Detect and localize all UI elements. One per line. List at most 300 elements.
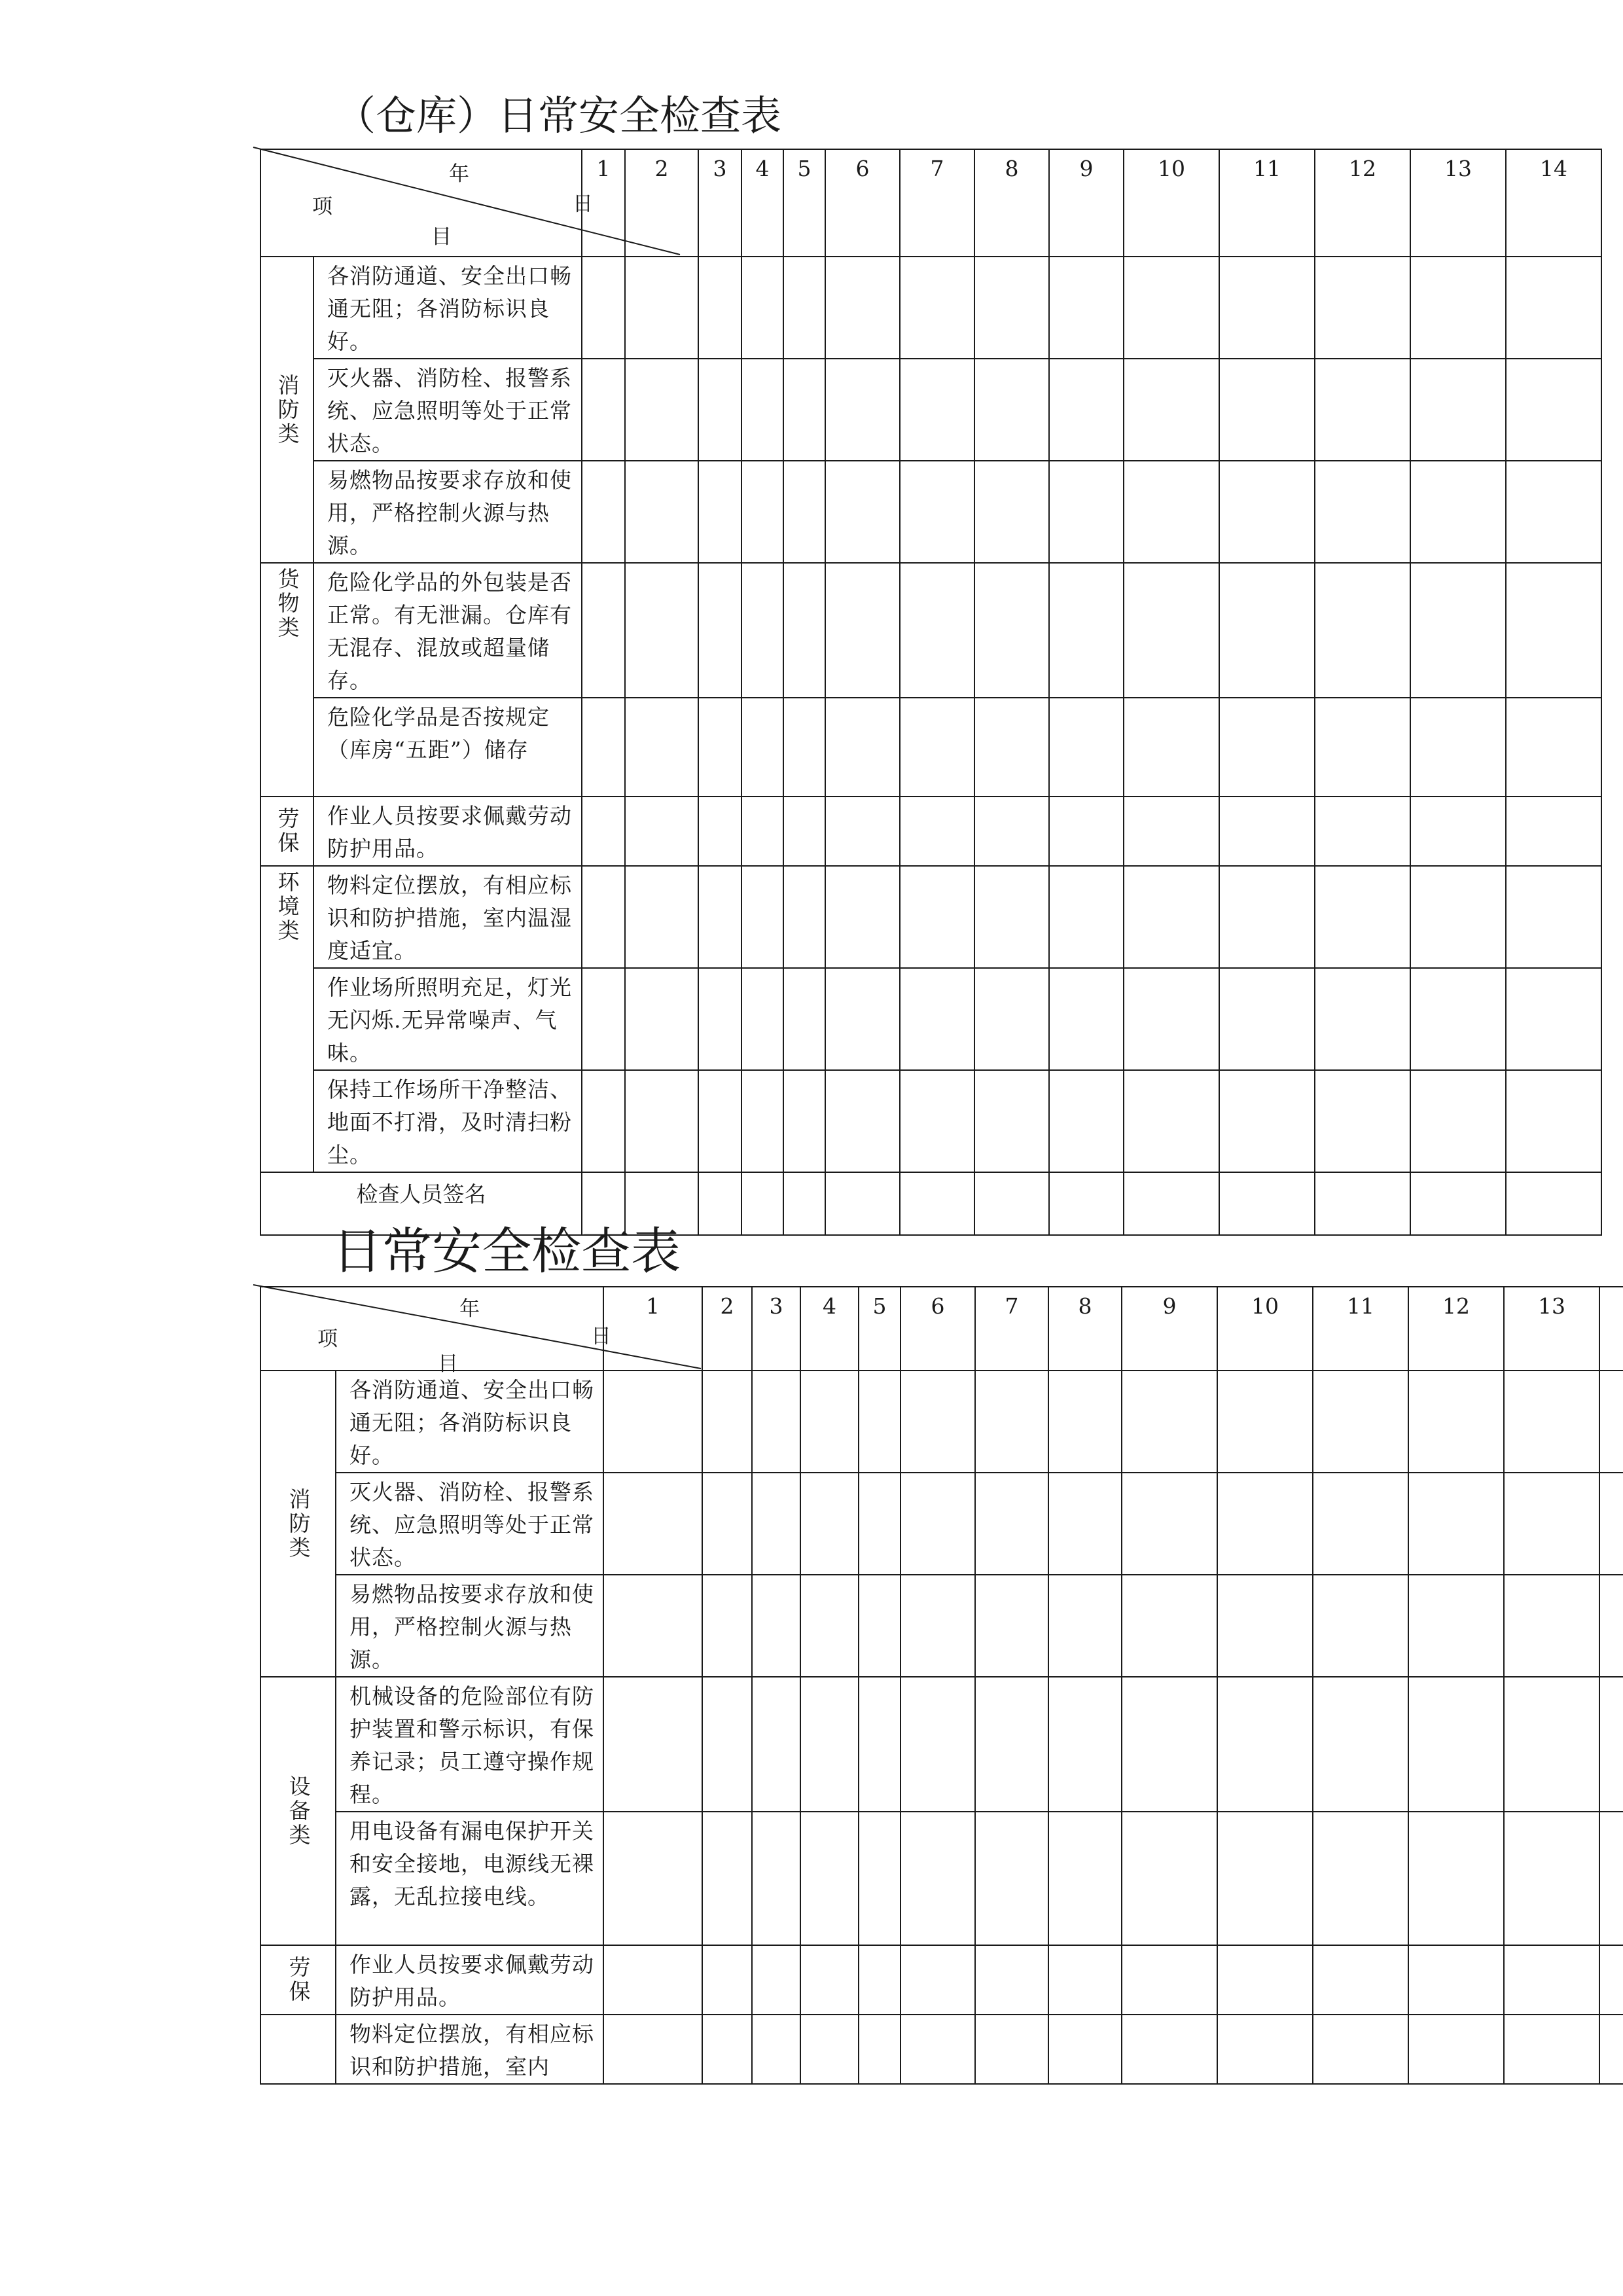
day-check-cell[interactable] [1049, 698, 1124, 797]
day-check-cell[interactable] [698, 797, 741, 866]
day-check-cell[interactable] [1408, 1575, 1504, 1677]
day-check-cell[interactable] [825, 698, 900, 797]
day-check-cell[interactable] [900, 1070, 974, 1172]
table-row [260, 1575, 1623, 1677]
header-label-day: 日 [573, 192, 593, 216]
day-check-cell[interactable] [1410, 866, 1506, 968]
day-check-cell[interactable] [1504, 1677, 1599, 1812]
day-check-cell[interactable] [1217, 2015, 1313, 2084]
day-check-cell[interactable] [1122, 1575, 1217, 1677]
day-check-cell[interactable] [975, 1473, 1048, 1575]
day-check-cell[interactable] [1049, 563, 1124, 698]
day-check-cell[interactable] [1410, 698, 1506, 797]
day-check-cell[interactable] [901, 1812, 975, 1945]
day-check-cell[interactable] [702, 2015, 752, 2084]
day-check-cell[interactable] [1408, 1812, 1504, 1945]
day-check-cell[interactable] [975, 1677, 1048, 1812]
check-item-text: 各消防通道、安全出口畅通无阻；各消防标识良好。 [313, 257, 582, 359]
day-check-cell[interactable] [1048, 1473, 1122, 1575]
day-check-cell[interactable] [1599, 1371, 1623, 1473]
day-column-header: 6 [901, 1287, 975, 1371]
day-check-cell[interactable] [1049, 797, 1124, 866]
day-check-cell[interactable] [783, 968, 825, 1070]
day-check-cell[interactable] [752, 1812, 800, 1945]
day-check-cell[interactable] [1122, 1677, 1217, 1812]
day-check-cell[interactable] [974, 866, 1049, 968]
day-column-header: 4 [800, 1287, 859, 1371]
day-check-cell[interactable] [800, 2015, 859, 2084]
day-check-cell[interactable] [1124, 968, 1219, 1070]
table-row [260, 2015, 1623, 2084]
day-check-cell[interactable] [1504, 2015, 1599, 2084]
day-check-cell[interactable] [859, 1812, 901, 1945]
day-check-cell[interactable] [1599, 1473, 1623, 1575]
day-check-cell[interactable] [1048, 1677, 1122, 1812]
day-check-cell[interactable] [1410, 359, 1506, 461]
header-label-item: 项 [312, 195, 332, 219]
day-check-cell[interactable] [1219, 563, 1315, 698]
day-check-cell[interactable] [901, 1371, 975, 1473]
day-check-cell[interactable] [783, 359, 825, 461]
day-check-cell[interactable] [741, 563, 783, 698]
day-check-cell[interactable] [752, 1677, 800, 1812]
day-check-cell[interactable] [1504, 1575, 1599, 1677]
day-column-header: 12 [1315, 149, 1410, 257]
day-column-header: 3 [752, 1287, 800, 1371]
signature-cell[interactable] [1506, 1172, 1601, 1235]
day-check-cell[interactable] [603, 1575, 702, 1677]
day-check-cell[interactable] [1410, 563, 1506, 698]
diagonal-header-cell [260, 1287, 611, 1376]
day-check-cell[interactable] [603, 1473, 702, 1575]
day-check-cell[interactable] [783, 698, 825, 797]
day-column-header: 11 [1219, 149, 1315, 257]
signature-cell[interactable] [1315, 1172, 1410, 1235]
day-check-cell[interactable] [1506, 257, 1601, 359]
day-check-cell[interactable] [625, 461, 698, 563]
day-check-cell[interactable] [582, 359, 625, 461]
table-row [260, 1371, 1623, 1473]
table-row [260, 698, 1601, 797]
day-check-cell[interactable] [975, 1575, 1048, 1677]
day-check-cell[interactable] [603, 1677, 702, 1812]
day-check-cell[interactable] [800, 1371, 859, 1473]
form2-title: 日常安全检查表 [332, 1222, 681, 1280]
day-check-cell[interactable] [800, 1677, 859, 1812]
day-check-cell[interactable] [974, 968, 1049, 1070]
day-column-header: 13 [1410, 149, 1506, 257]
day-check-cell[interactable] [901, 1945, 975, 2015]
day-check-cell[interactable] [1217, 1371, 1313, 1473]
day-check-cell[interactable] [1408, 2015, 1504, 2084]
check-item-text: 易燃物品按要求存放和使用，严格控制火源与热源。 [313, 461, 582, 563]
day-check-cell[interactable] [698, 359, 741, 461]
day-check-cell[interactable] [1122, 2015, 1217, 2084]
day-check-cell[interactable] [783, 1070, 825, 1172]
signature-cell[interactable] [900, 1172, 974, 1235]
diagonal-header-cell [260, 149, 593, 257]
day-check-cell[interactable] [625, 968, 698, 1070]
day-check-cell[interactable] [1315, 359, 1410, 461]
day-check-cell[interactable] [900, 359, 974, 461]
day-check-cell[interactable] [1048, 2015, 1122, 2084]
day-check-cell[interactable] [1122, 1371, 1217, 1473]
day-check-cell[interactable] [698, 257, 741, 359]
day-check-cell[interactable] [975, 1812, 1048, 1945]
day-check-cell[interactable] [900, 461, 974, 563]
table-row [260, 1677, 1623, 1812]
day-check-cell[interactable] [1408, 1677, 1504, 1812]
day-check-cell[interactable] [1313, 1812, 1408, 1945]
day-check-cell[interactable] [603, 2015, 702, 2084]
signature-cell[interactable] [1049, 1172, 1124, 1235]
day-check-cell[interactable] [741, 359, 783, 461]
day-check-cell[interactable] [1315, 461, 1410, 563]
day-check-cell[interactable] [975, 1371, 1048, 1473]
day-check-cell[interactable] [1048, 1575, 1122, 1677]
day-column-header: 10 [1124, 149, 1219, 257]
day-check-cell[interactable] [1124, 563, 1219, 698]
signature-cell[interactable] [741, 1172, 783, 1235]
day-check-cell[interactable] [741, 257, 783, 359]
category-label: 劳保 [285, 1956, 312, 2004]
day-column-header: 5 [783, 149, 825, 257]
day-column-header: 1 [582, 149, 625, 257]
day-check-cell[interactable] [859, 1575, 901, 1677]
day-check-cell[interactable] [752, 1575, 800, 1677]
signature-cell[interactable] [1124, 1172, 1219, 1235]
day-check-cell[interactable] [783, 866, 825, 968]
signature-cell[interactable] [1219, 1172, 1315, 1235]
category-label: 货物类 [274, 567, 300, 640]
day-check-cell[interactable] [1599, 1575, 1623, 1677]
day-check-cell[interactable] [752, 1945, 800, 2015]
day-check-cell[interactable] [1049, 968, 1124, 1070]
day-check-cell[interactable] [783, 461, 825, 563]
signature-cell[interactable] [974, 1172, 1049, 1235]
day-check-cell[interactable] [1124, 257, 1219, 359]
day-check-cell[interactable] [741, 797, 783, 866]
day-check-cell[interactable] [702, 1371, 752, 1473]
day-check-cell[interactable] [1506, 563, 1601, 698]
day-check-cell[interactable] [741, 461, 783, 563]
day-check-cell[interactable] [582, 1070, 625, 1172]
day-check-cell[interactable] [1313, 1677, 1408, 1812]
check-item-text: 物料定位摆放，有相应标识和防护措施，室内温湿度适宜。 [313, 866, 582, 968]
day-check-cell[interactable] [800, 1473, 859, 1575]
day-check-cell[interactable] [900, 797, 974, 866]
day-check-cell[interactable] [582, 866, 625, 968]
table-row [260, 461, 1601, 563]
day-check-cell[interactable] [974, 563, 1049, 698]
day-check-cell[interactable] [1049, 1070, 1124, 1172]
day-check-cell[interactable] [1315, 968, 1410, 1070]
day-check-cell[interactable] [783, 257, 825, 359]
day-check-cell[interactable] [582, 257, 625, 359]
day-check-cell[interactable] [859, 2015, 901, 2084]
day-check-cell[interactable] [1313, 1371, 1408, 1473]
day-check-cell[interactable] [741, 866, 783, 968]
day-check-cell[interactable] [1315, 797, 1410, 866]
day-check-cell[interactable] [1048, 1371, 1122, 1473]
day-column-header: 13 [1504, 1287, 1599, 1371]
day-check-cell[interactable] [702, 1812, 752, 1945]
table-row [260, 359, 1601, 461]
day-check-cell[interactable] [1122, 1945, 1217, 2015]
day-check-cell[interactable] [582, 968, 625, 1070]
table-row [260, 866, 1601, 968]
day-column-header: 6 [825, 149, 900, 257]
day-column-header: 9 [1122, 1287, 1217, 1371]
day-check-cell[interactable] [800, 1812, 859, 1945]
day-check-cell[interactable] [625, 257, 698, 359]
header-label-item2: 目 [431, 225, 452, 249]
day-check-cell[interactable] [1315, 563, 1410, 698]
day-check-cell[interactable] [1313, 1473, 1408, 1575]
day-check-cell[interactable] [698, 698, 741, 797]
day-column-header: 4 [741, 149, 783, 257]
day-check-cell[interactable] [901, 2015, 975, 2084]
day-check-cell[interactable] [1219, 257, 1315, 359]
day-check-cell[interactable] [1124, 461, 1219, 563]
day-check-cell[interactable] [702, 1677, 752, 1812]
day-check-cell[interactable] [974, 257, 1049, 359]
day-check-cell[interactable] [625, 698, 698, 797]
check-item-text: 作业场所照明充足，灯光无闪烁.无异常噪声、气味。 [313, 968, 582, 1070]
day-check-cell[interactable] [1217, 1677, 1313, 1812]
day-check-cell[interactable] [1048, 1812, 1122, 1945]
day-column-header: 1 [603, 1287, 702, 1371]
day-check-cell[interactable] [1219, 968, 1315, 1070]
day-check-cell[interactable] [1599, 2015, 1623, 2084]
day-check-cell[interactable] [1506, 797, 1601, 866]
day-check-cell[interactable] [901, 1575, 975, 1677]
day-check-cell[interactable] [752, 1371, 800, 1473]
day-check-cell[interactable] [974, 359, 1049, 461]
day-check-cell[interactable] [1506, 461, 1601, 563]
check-item-text: 易燃物品按要求存放和使用，严格控制火源与热源。 [336, 1575, 603, 1677]
day-check-cell[interactable] [1049, 461, 1124, 563]
day-check-cell[interactable] [1408, 1473, 1504, 1575]
day-check-cell[interactable] [1219, 797, 1315, 866]
day-check-cell[interactable] [800, 1575, 859, 1677]
table-row [260, 1473, 1623, 1575]
day-check-cell[interactable] [1219, 1070, 1315, 1172]
check-item-text: 物料定位摆放，有相应标识和防护措施，室内 [336, 2015, 603, 2084]
day-check-cell[interactable] [1048, 1945, 1122, 2015]
header-label-item: 项 [317, 1327, 338, 1351]
signature-cell[interactable] [825, 1172, 900, 1235]
day-check-cell[interactable] [1599, 1677, 1623, 1812]
day-check-cell[interactable] [1313, 1575, 1408, 1677]
day-check-cell[interactable] [900, 698, 974, 797]
day-check-cell[interactable] [752, 2015, 800, 2084]
day-check-cell[interactable] [901, 1677, 975, 1812]
day-check-cell[interactable] [1504, 1473, 1599, 1575]
day-check-cell[interactable] [825, 1070, 900, 1172]
day-check-cell[interactable] [900, 968, 974, 1070]
day-check-cell[interactable] [974, 698, 1049, 797]
day-check-cell[interactable] [698, 563, 741, 698]
category-label: 劳保 [274, 807, 300, 855]
day-check-cell[interactable] [1122, 1812, 1217, 1945]
day-check-cell[interactable] [698, 461, 741, 563]
day-column-header: 3 [698, 149, 741, 257]
day-check-cell[interactable] [1219, 866, 1315, 968]
day-check-cell[interactable] [698, 968, 741, 1070]
day-check-cell[interactable] [974, 1070, 1049, 1172]
day-check-cell[interactable] [582, 797, 625, 866]
day-check-cell[interactable] [1599, 1945, 1623, 2015]
day-check-cell[interactable] [741, 1070, 783, 1172]
day-check-cell[interactable] [1122, 1473, 1217, 1575]
day-check-cell[interactable] [1313, 1945, 1408, 2015]
day-check-cell[interactable] [702, 1575, 752, 1677]
day-check-cell[interactable] [698, 1070, 741, 1172]
day-check-cell[interactable] [1217, 1473, 1313, 1575]
category-label: 设备类 [285, 1774, 312, 1848]
day-column-header: 14 [1506, 149, 1601, 257]
day-check-cell[interactable] [1506, 1070, 1601, 1172]
day-check-cell[interactable] [825, 968, 900, 1070]
day-check-cell[interactable] [1124, 359, 1219, 461]
day-check-cell[interactable] [625, 359, 698, 461]
day-check-cell[interactable] [1506, 866, 1601, 968]
day-check-cell[interactable] [1315, 1070, 1410, 1172]
day-check-cell[interactable] [825, 257, 900, 359]
check-item-text: 危险化学品是否按规定（库房“五距”）储存 [313, 698, 582, 797]
form1-title: （仓库）日常安全检查表 [335, 92, 782, 139]
check-item-text: 灭火器、消防栓、报警系统、应急照明等处于正常状态。 [336, 1473, 603, 1575]
day-check-cell[interactable] [859, 1371, 901, 1473]
day-check-cell[interactable] [1315, 257, 1410, 359]
day-check-cell[interactable] [1408, 1945, 1504, 2015]
day-column-header: 8 [974, 149, 1049, 257]
day-check-cell[interactable] [702, 1473, 752, 1575]
day-check-cell[interactable] [625, 1070, 698, 1172]
day-check-cell[interactable] [783, 797, 825, 866]
signature-cell[interactable] [783, 1172, 825, 1235]
day-check-cell[interactable] [1410, 1070, 1506, 1172]
day-check-cell[interactable] [825, 866, 900, 968]
day-check-cell[interactable] [1506, 968, 1601, 1070]
day-check-cell[interactable] [625, 797, 698, 866]
day-check-cell[interactable] [582, 698, 625, 797]
day-check-cell[interactable] [1506, 698, 1601, 797]
day-check-cell[interactable] [1217, 1575, 1313, 1677]
category-cell [260, 1945, 336, 2015]
day-check-cell[interactable] [752, 1473, 800, 1575]
day-check-cell[interactable] [582, 461, 625, 563]
day-check-cell[interactable] [825, 563, 900, 698]
day-check-cell[interactable] [975, 1945, 1048, 2015]
day-check-cell[interactable] [825, 461, 900, 563]
day-column-header: 11 [1313, 1287, 1408, 1371]
day-check-cell[interactable] [1315, 866, 1410, 968]
day-check-cell[interactable] [1217, 1812, 1313, 1945]
day-check-cell[interactable] [582, 563, 625, 698]
check-item-text: 各消防通道、安全出口畅通无阻；各消防标识良好。 [336, 1371, 603, 1473]
check-item-text: 灭火器、消防栓、报警系统、应急照明等处于正常状态。 [313, 359, 582, 461]
day-check-cell[interactable] [1506, 359, 1601, 461]
day-check-cell[interactable] [1599, 1812, 1623, 1945]
category-label: 环境类 [274, 870, 300, 943]
day-column-header: 7 [900, 149, 974, 257]
day-check-cell[interactable] [1219, 698, 1315, 797]
form2-inspection-table [260, 1286, 1623, 2085]
day-check-cell[interactable] [625, 866, 698, 968]
day-check-cell[interactable] [1124, 698, 1219, 797]
day-check-cell[interactable] [1315, 698, 1410, 797]
day-check-cell[interactable] [603, 1371, 702, 1473]
category-cell [260, 563, 313, 797]
day-check-cell[interactable] [1124, 797, 1219, 866]
category-cell [260, 2015, 336, 2084]
day-check-cell[interactable] [859, 1945, 901, 2015]
day-check-cell[interactable] [1504, 1945, 1599, 2015]
day-check-cell[interactable] [1219, 461, 1315, 563]
day-check-cell[interactable] [901, 1473, 975, 1575]
day-check-cell[interactable] [1049, 359, 1124, 461]
category-cell [260, 1371, 336, 1677]
day-check-cell[interactable] [603, 1945, 702, 2015]
day-check-cell[interactable] [859, 1677, 901, 1812]
day-check-cell[interactable] [974, 461, 1049, 563]
day-check-cell[interactable] [1313, 2015, 1408, 2084]
day-check-cell[interactable] [859, 1473, 901, 1575]
day-check-cell[interactable] [1049, 866, 1124, 968]
day-check-cell[interactable] [800, 1945, 859, 2015]
day-check-cell[interactable] [1217, 1945, 1313, 2015]
day-check-cell[interactable] [698, 866, 741, 968]
table-row [260, 797, 1601, 866]
day-check-cell[interactable] [900, 563, 974, 698]
day-check-cell[interactable] [1124, 1070, 1219, 1172]
day-check-cell[interactable] [1410, 461, 1506, 563]
day-check-cell[interactable] [625, 563, 698, 698]
day-column-header: 8 [1048, 1287, 1122, 1371]
day-check-cell[interactable] [741, 968, 783, 1070]
signature-cell[interactable] [698, 1172, 741, 1235]
day-check-cell[interactable] [783, 563, 825, 698]
day-check-cell[interactable] [1410, 797, 1506, 866]
day-check-cell[interactable] [900, 257, 974, 359]
day-check-cell[interactable] [603, 1812, 702, 1945]
day-check-cell[interactable] [1410, 968, 1506, 1070]
day-column-header: 9 [1049, 149, 1124, 257]
day-check-cell[interactable] [1124, 866, 1219, 968]
day-check-cell[interactable] [1408, 1371, 1504, 1473]
day-check-cell[interactable] [825, 797, 900, 866]
header-label-day: 日 [591, 1325, 611, 1348]
day-check-cell[interactable] [900, 866, 974, 968]
day-check-cell[interactable] [1504, 1371, 1599, 1473]
day-check-cell[interactable] [974, 797, 1049, 866]
day-check-cell[interactable] [1504, 1812, 1599, 1945]
day-check-cell[interactable] [975, 2015, 1048, 2084]
day-check-cell[interactable] [825, 359, 900, 461]
day-check-cell[interactable] [741, 698, 783, 797]
signature-cell[interactable] [1410, 1172, 1506, 1235]
table-row [260, 1070, 1601, 1172]
day-check-cell[interactable] [1219, 359, 1315, 461]
day-check-cell[interactable] [1410, 257, 1506, 359]
day-column-header: 2 [702, 1287, 752, 1371]
day-column-header: 10 [1217, 1287, 1313, 1371]
day-check-cell[interactable] [702, 1945, 752, 2015]
header-label-month: 年 [459, 1297, 480, 1321]
day-check-cell[interactable] [1049, 257, 1124, 359]
